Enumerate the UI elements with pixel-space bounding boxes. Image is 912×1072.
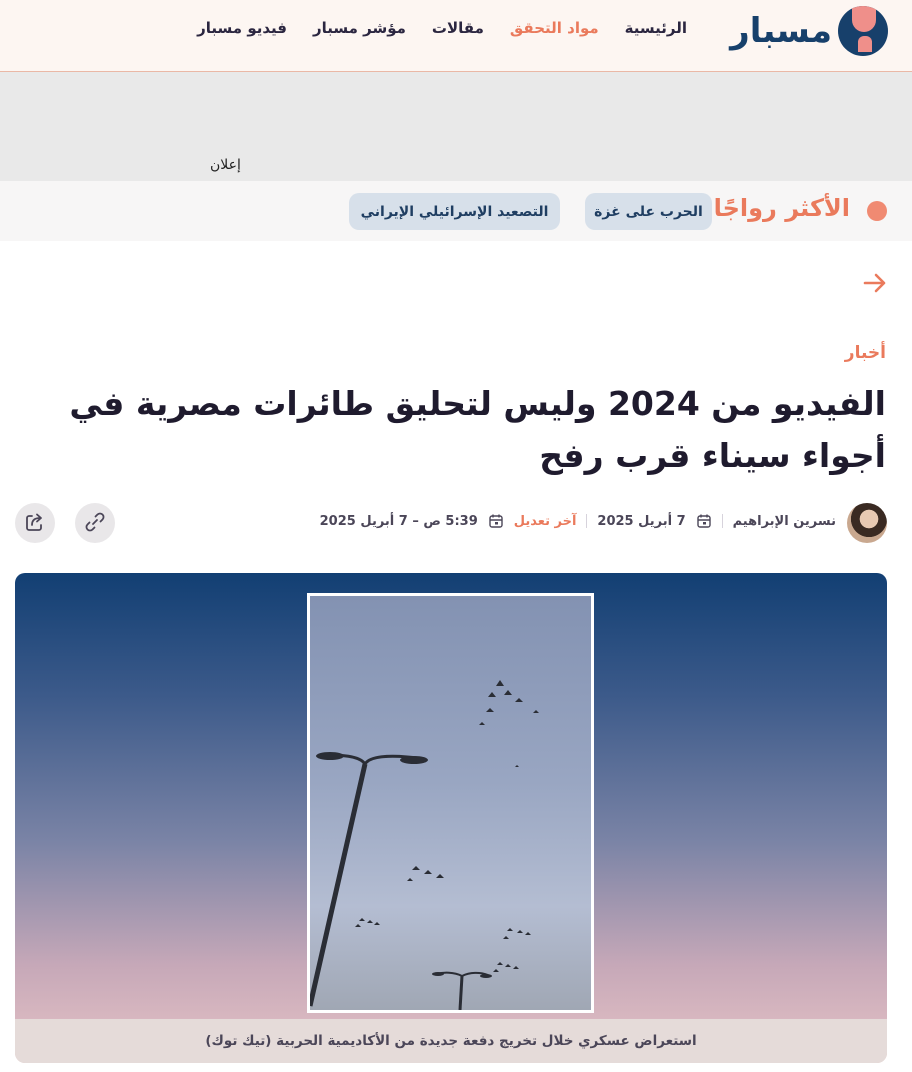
media-caption-bar	[15, 1019, 887, 1063]
calendar-icon	[696, 513, 712, 529]
logo-mark-icon	[838, 6, 888, 56]
trending-tag-israel-iran-escalation[interactable]: التصعيد الإسرائيلي الإيراني	[349, 193, 560, 230]
trending-dot-icon	[867, 201, 887, 221]
link-icon	[84, 511, 106, 536]
author-avatar[interactable]	[847, 503, 887, 543]
video-player[interactable]	[307, 593, 594, 1013]
share-button[interactable]	[15, 503, 55, 543]
media-caption: استعراض عسكري خلال تخريج دفعة جديدة من الأكاديمية الحربية (تيك توك)	[205, 1033, 697, 1049]
calendar-icon	[488, 513, 504, 529]
trending-title: الأكثر رواجًا	[713, 194, 850, 222]
modified-date: 5:39 ص – 7 أبريل 2025	[319, 513, 478, 529]
published-date: 7 أبريل 2025	[597, 513, 686, 529]
site-logo[interactable]	[730, 6, 888, 56]
nav-item-fact-checks[interactable]: مواد التحقق	[509, 19, 599, 37]
trending-bar	[0, 181, 912, 241]
nav-item-articles[interactable]: مقالات	[431, 19, 484, 37]
nav-item-misbar-index[interactable]: مؤشر مسبار	[312, 19, 406, 37]
modified-label: آخر تعديل	[513, 513, 577, 529]
ad-slot	[0, 72, 912, 181]
nav-item-misbar-video[interactable]: فيديو مسبار	[197, 19, 287, 37]
site-header	[0, 0, 912, 72]
trending-tag-gaza-war[interactable]: الحرب على غزة	[585, 193, 712, 230]
author-name[interactable]: نسرين الإبراهيم	[732, 513, 836, 529]
meta-divider	[722, 514, 723, 528]
meta-divider	[586, 514, 587, 528]
article-category[interactable]: أخبار	[844, 343, 886, 363]
article-title: الفيديو من 2024 وليس لتحليق طائرات مصرية في أجواء سيناء قرب رفح	[69, 384, 886, 475]
arrow-right-icon[interactable]	[862, 270, 888, 296]
logo-text: مسبار	[730, 11, 832, 51]
video-frame	[310, 596, 591, 1010]
share-icon	[24, 511, 46, 536]
video-frame-image	[310, 596, 591, 1010]
article-media	[15, 573, 887, 1063]
main-nav	[197, 19, 687, 37]
ad-label: إعلان	[210, 157, 241, 173]
article-meta	[320, 513, 836, 529]
copy-link-button[interactable]	[75, 503, 115, 543]
nav-item-home[interactable]: الرئيسية	[624, 19, 687, 37]
